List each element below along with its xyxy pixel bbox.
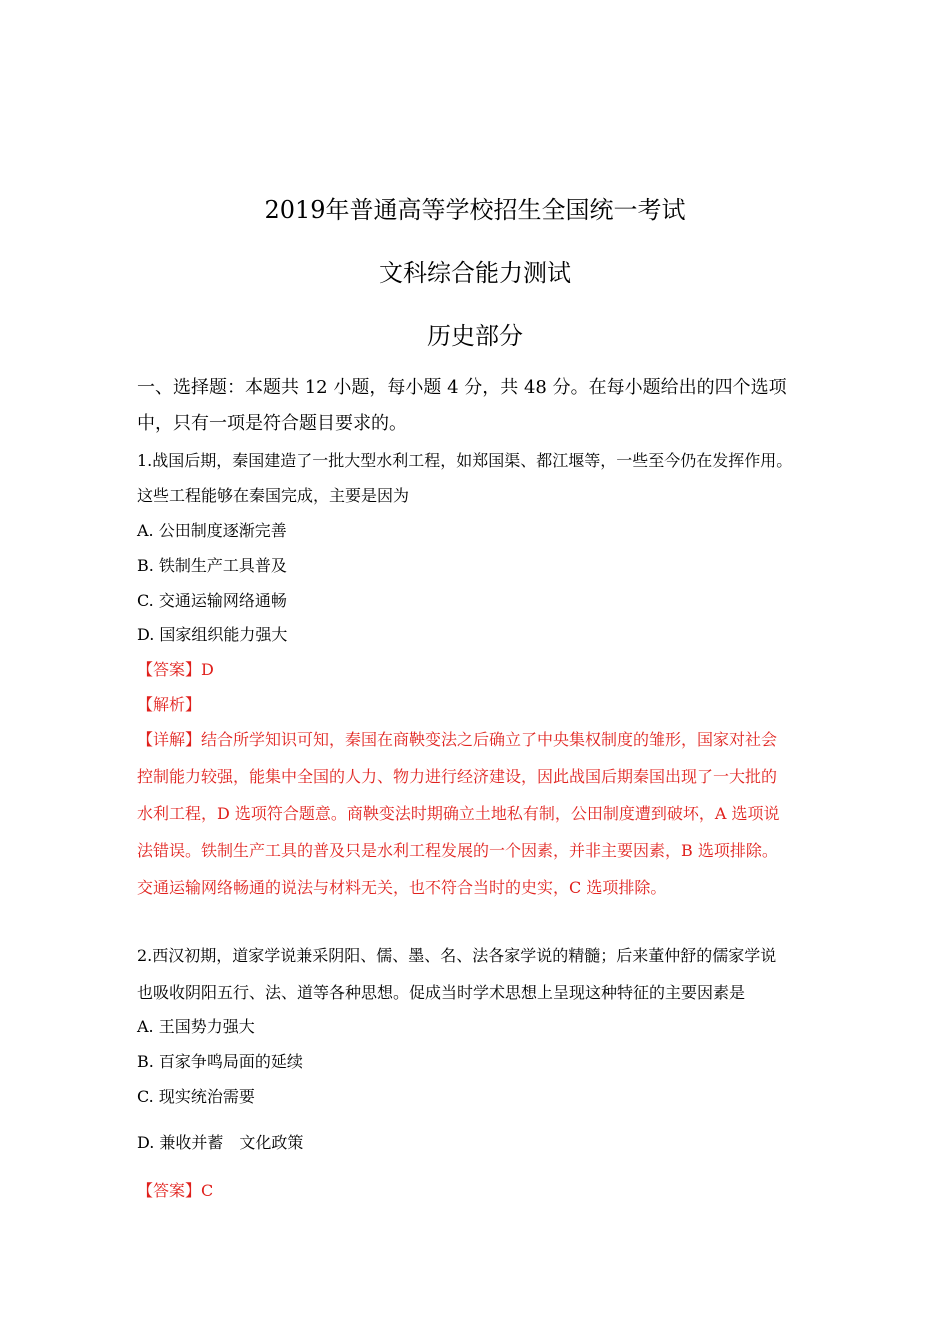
question-1-detail-line-2: 控制能力较强，能集中全国的人力、物力进行经济建设，因此战国后期秦国出现了一大批的 [137, 767, 778, 786]
instructions-line-2: 中，只有一项是符合题目要求的。 [137, 413, 407, 434]
question-1-option-a: A. 公田制度逐渐完善 [137, 521, 287, 540]
question-1-stem-line-2: 这些工程能够在秦国完成，主要是因为 [137, 486, 410, 505]
question-1-detail-line-3: 水利工程，D 选项符合题意。商鞅变法时期确立土地私有制，公田制度遭到破坏，A 选项说 [137, 804, 780, 823]
exam-title: 2019年普通高等学校招生全国统一考试 [264, 196, 686, 224]
question-1-answer: 【答案】D [137, 660, 214, 679]
question-2-answer: 【答案】C [137, 1181, 214, 1200]
question-1-option-d: D. 国家组织能力强大 [137, 625, 288, 644]
question-2-stem-line-1: 2.西汉初期，道家学说兼采阴阳、儒、墨、名、法各家学说的精髓；后来董仲舒的儒家学说 [137, 946, 777, 965]
question-2-stem-line-2: 也吸收阴阳五行、法、道等各种思想。促成当时学术思想上呈现这种特征的主要因素是 [137, 983, 746, 1002]
question-2-option-b: B. 百家争鸣局面的延续 [137, 1052, 303, 1071]
instructions-line-1: 一、选择题：本题共 12 小题，每小题 4 分，共 48 分。在每小题给出的四个选项 [137, 377, 787, 398]
question-1-option-c: C. 交通运输网络通畅 [137, 591, 287, 610]
question-1-detail-line-1: 【详解】结合所学知识可知，秦国在商鞅变法之后确立了中央集权制度的雏形，国家对社会 [137, 730, 778, 749]
exam-subject: 文科综合能力测试 [379, 259, 571, 287]
question-1-stem-line-1: 1.战国后期，秦国建造了一批大型水利工程，如郑国渠、都江堰等，一些至今仍在发挥作用。 [137, 451, 793, 470]
section-title: 历史部分 [427, 322, 523, 350]
question-1-detail-line-4: 法错误。铁制生产工具的普及只是水利工程发展的一个因素，并非主要因素，B 选项排除。 [137, 841, 778, 860]
question-2-option-a: A. 王国势力强大 [137, 1017, 255, 1036]
question-1-detail-line-5: 交通运输网络畅通的说法与材料无关，也不符合当时的史实，C 选项排除。 [137, 878, 667, 897]
question-1-option-b: B. 铁制生产工具普及 [137, 556, 287, 575]
question-2-option-c: C. 现实统治需要 [137, 1087, 255, 1106]
question-2-option-d: D. 兼收并蓄 文化政策 [137, 1133, 304, 1152]
question-1-analysis-label: 【解析】 [137, 695, 202, 714]
